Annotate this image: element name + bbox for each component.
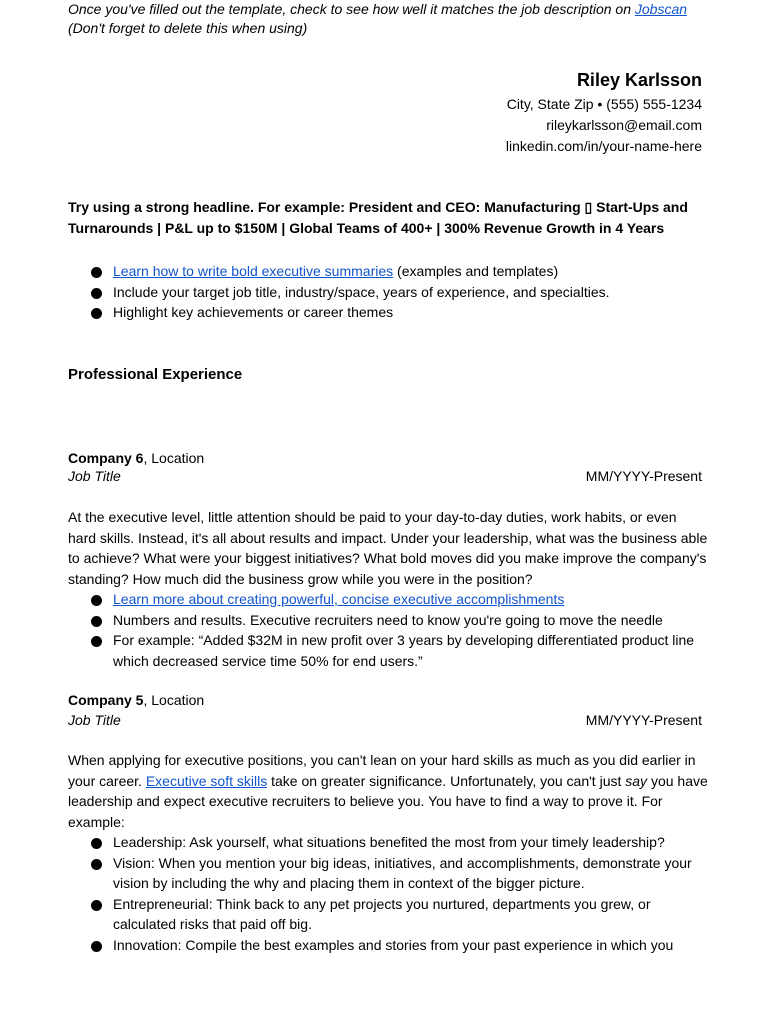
company-6-description: At the executive level, little attention should be paid to your day-to-day duties, work habits, or even hard skills. Instead, it's all about results and impact. Under your leadership, what was the business able to achieve? What were your biggest initiatives? What bold moves did you make improve the company's standing? How much did the business grow while you were in the position? <box>68 509 708 587</box>
company-location: , Location <box>143 450 205 466</box>
template-instruction-note <box>68 0 687 38</box>
candidate-name: Riley Karlsson <box>576 70 702 90</box>
list-item: Highlight key achievements or career themes <box>68 302 708 323</box>
note-line-2: (Don't forget to delete this when using) <box>68 20 308 36</box>
note-line-1: Once you've filled out the template, check to see how well it matches the job description on Jobscan <box>68 1 688 17</box>
company-6-bullet-list <box>68 589 708 671</box>
headline: Try using a strong headline. For example: President and CEO: Manufacturing ▯ Start-Ups and Turnarounds | P&L up to $150M | Global Teams of 400+ | 300% Revenue Growth in 4 Years <box>68 199 688 236</box>
list-item: Vision: When you mention your big ideas, initiatives, and accomplishments, demonstrate your vision by including the why and placing them in context of the bigger picture. <box>68 853 708 894</box>
list-item: Innovation: Compile the best examples and stories from your past experience in which you <box>68 935 708 956</box>
company-5-description: When applying for executive positions, you can't lean on your hard skills as much as you did earlier in your career. Executive soft skills take on greater significance. Unfortunately, you can't just say you have leadership and expect executive recruiters to believe you. You have to find a way to prove it. For example: <box>68 752 708 830</box>
list-item: For example: “Added $32M in new profit over 3 years by developing differentiated product line which decreased service time 50% for end users.” <box>68 630 708 671</box>
company-name: Company 6 <box>68 450 144 466</box>
list-item: Entrepreneurial: Think back to any pet projects you nurtured, departments you grew, or calculated risks that paid off big. <box>68 894 708 935</box>
list-item: Leadership: Ask yourself, what situations benefited the most from your timely leadership? <box>68 832 708 853</box>
company-5-heading <box>68 692 204 708</box>
company-6-job-title: Job Title <box>68 468 121 484</box>
company-location: , Location <box>143 692 205 708</box>
company-name: Company 5 <box>68 692 144 708</box>
list-item: Learn how to write bold executive summaries (examples and templates) <box>68 261 708 282</box>
company-6-heading <box>68 450 204 466</box>
address-phone: City, State Zip • (555) 555-1234 <box>506 96 702 112</box>
linkedin: linkedin.com/in/your-name-here <box>505 138 702 154</box>
jobscan-link[interactable]: Jobscan <box>634 1 688 17</box>
list-item <box>68 589 708 610</box>
company-5-job-title: Job Title <box>68 712 121 728</box>
company-6-dates: MM/YYYY-Present <box>585 468 702 484</box>
email: rileykarlsson@email.com <box>546 117 702 133</box>
company-5-dates: MM/YYYY-Present <box>585 712 702 728</box>
section-title-experience: Professional Experience <box>68 366 243 383</box>
executive-summaries-link[interactable]: Learn how to write bold executive summaries <box>113 263 394 279</box>
list-item: Include your target job title, industry/space, years of experience, and specialties. <box>68 282 708 303</box>
list-item: Numbers and results. Executive recruiters need to know you're going to move the needle <box>68 610 708 631</box>
executive-accomplishments-link[interactable]: Learn more about creating powerful, concise executive accomplishments <box>113 591 565 607</box>
company-5-bullet-list <box>68 832 708 955</box>
executive-soft-skills-link[interactable]: Executive soft skills <box>145 772 268 789</box>
summary-bullet-list <box>68 261 708 323</box>
